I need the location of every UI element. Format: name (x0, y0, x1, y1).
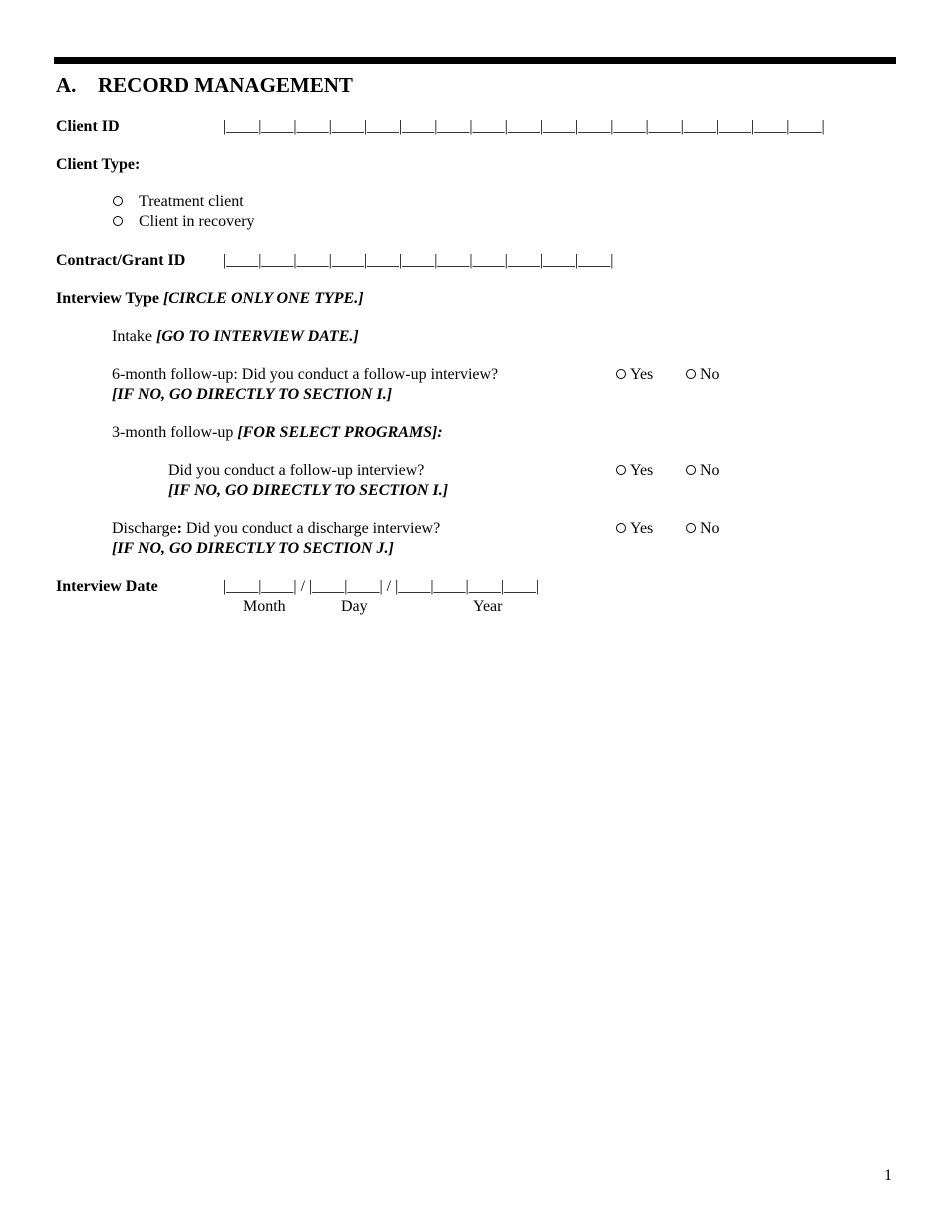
client-type-option-treatment[interactable] (113, 192, 244, 212)
client-id-label: Client ID (56, 118, 120, 135)
three-month-label-instruction: [FOR SELECT PROGRAMS]: (237, 424, 443, 441)
yes-label: Yes (630, 462, 654, 479)
date-day-label: Day (341, 598, 368, 615)
three-month-no[interactable] (686, 461, 720, 481)
client-type-option-recovery[interactable] (113, 212, 255, 232)
interview-type-instruction: [CIRCLE ONLY ONE TYPE.] (162, 290, 364, 307)
discharge-label: Discharge (112, 520, 177, 537)
option-label: Treatment client (139, 193, 244, 210)
discharge-yes[interactable] (616, 519, 653, 539)
radio-circle-icon[interactable] (113, 216, 123, 226)
three-month-yes[interactable] (616, 461, 653, 481)
radio-circle-icon[interactable] (686, 369, 696, 379)
radio-circle-icon[interactable] (616, 465, 626, 475)
date-month-label: Month (243, 598, 286, 615)
six-month-instruction: [IF NO, GO DIRECTLY TO SECTION I.] (112, 386, 393, 403)
radio-circle-icon[interactable] (616, 369, 626, 379)
discharge-question-text: Did you conduct a discharge interview? (181, 520, 441, 537)
three-month-question: Did you conduct a follow-up interview? (168, 462, 425, 479)
client-id-boxes[interactable]: |____|____|____|____|____|____|____|____|____|____|____|____|____|____|____|____|____| (223, 118, 825, 135)
three-month-instruction: [IF NO, GO DIRECTLY TO SECTION I.] (168, 482, 449, 499)
six-month-no[interactable] (686, 365, 720, 385)
discharge-question[interactable] (112, 519, 440, 539)
intake-label: Intake (112, 328, 152, 345)
interview-type-heading (56, 289, 364, 309)
interview-date-boxes[interactable]: |____|____| / |____|____| / |____|____|____|____| (223, 578, 540, 595)
date-year-label: Year (473, 598, 503, 615)
no-label: No (700, 520, 720, 537)
three-month-label: 3-month follow-up (112, 424, 234, 441)
section-heading: RECORD MANAGEMENT (98, 73, 353, 97)
intake-instruction: [GO TO INTERVIEW DATE.] (155, 328, 359, 345)
top-rule (54, 57, 896, 64)
radio-circle-icon[interactable] (616, 523, 626, 533)
discharge-colon: : (176, 520, 182, 537)
page-number: 1 (884, 1167, 892, 1184)
yes-label: Yes (630, 366, 654, 383)
discharge-no[interactable] (686, 519, 720, 539)
intake-option[interactable] (112, 327, 359, 347)
contract-grant-id-boxes[interactable]: |____|____|____|____|____|____|____|____|____|____|____| (223, 252, 614, 269)
three-month-option[interactable] (112, 423, 443, 443)
section-title (56, 72, 353, 98)
yes-label: Yes (630, 520, 654, 537)
radio-circle-icon[interactable] (686, 465, 696, 475)
radio-circle-icon[interactable] (113, 196, 123, 206)
no-label: No (700, 462, 720, 479)
section-letter: A. (56, 73, 77, 97)
contract-grant-id-label: Contract/Grant ID (56, 252, 186, 269)
option-label: Client in recovery (139, 213, 255, 230)
six-month-yes[interactable] (616, 365, 653, 385)
six-month-question[interactable]: 6-month follow-up: Did you conduct a follow-up interview? (112, 366, 499, 383)
discharge-instruction: [IF NO, GO DIRECTLY TO SECTION J.] (112, 540, 394, 557)
interview-date-label: Interview Date (56, 578, 158, 595)
interview-type-label: Interview Type (56, 290, 159, 307)
client-type-label: Client Type: (56, 156, 141, 173)
radio-circle-icon[interactable] (686, 523, 696, 533)
no-label: No (700, 366, 720, 383)
